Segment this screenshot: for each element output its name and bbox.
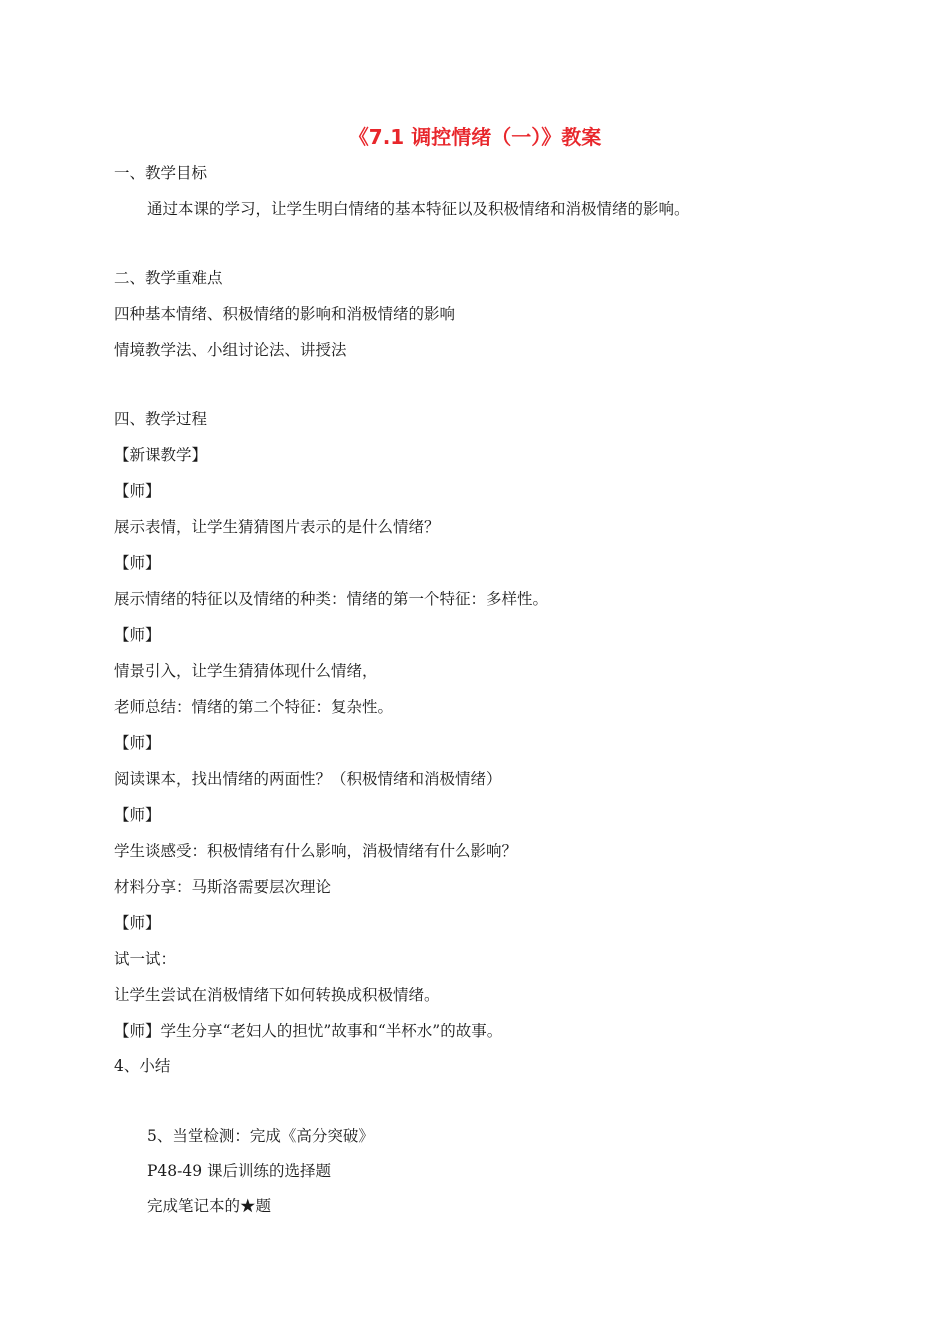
- teacher-label: 【师】: [114, 554, 161, 572]
- paragraph-step: 展示情绪的特征以及情绪的种类：情绪的第一个特征：多样性。: [114, 590, 549, 608]
- paragraph-step: 展示表情，让学生猜猜图片表示的是什么情绪？: [114, 518, 440, 536]
- paragraph-methods: 情境教学法、小组讨论法、讲授法: [114, 341, 347, 359]
- teacher-label: 【师】: [114, 914, 161, 932]
- paragraph-step: 老师总结：情绪的第二个特征：复杂性。: [114, 698, 394, 716]
- paragraph-step: 让学生尝试在消极情绪下如何转换成积极情绪。: [114, 986, 440, 1004]
- paragraph-assessment: P48-49 课后训练的选择题: [147, 1162, 332, 1180]
- paragraph-assessment: 完成笔记本的★题: [147, 1197, 272, 1215]
- paragraph-step: 试一试：: [114, 950, 177, 968]
- teacher-label: 【师】: [114, 734, 161, 752]
- paragraph-step: 学生谈感受：积极情绪有什么影响，消极情绪有什么影响？: [114, 842, 518, 860]
- document-title: 《7.1 调控情绪（一）》教案: [348, 125, 602, 149]
- paragraph-key-points: 四种基本情绪、积极情绪的影响和消极情绪的影响: [114, 305, 456, 323]
- teacher-label: 【师】: [114, 806, 161, 824]
- paragraph-objectives: 通过本课的学习，让学生明白情绪的基本特征以及积极情绪和消极情绪的影响。: [147, 200, 690, 218]
- subheading-new-lesson: 【新课教学】: [114, 446, 208, 464]
- section-heading-process: 四、教学过程: [114, 410, 208, 428]
- paragraph-step: 情景引入，让学生猜猜体现什么情绪，: [114, 662, 378, 680]
- teacher-label: 【师】: [114, 626, 161, 644]
- teacher-label: 【师】: [114, 482, 161, 500]
- section-heading-objectives: 一、教学目标: [114, 164, 208, 182]
- paragraph-step: 阅读课本，找出情绪的两面性？（积极情绪和消极情绪）: [114, 770, 502, 788]
- paragraph-assessment: 5、当堂检测：完成《高分突破》: [147, 1127, 374, 1145]
- section-heading-summary: 4、小结: [114, 1057, 171, 1075]
- paragraph-step: 材料分享：马斯洛需要层次理论: [114, 878, 332, 896]
- paragraph-step: 【师】学生分享“老妇人的担忧”故事和“半杯水”的故事。: [114, 1022, 503, 1040]
- section-heading-key-points: 二、教学重难点: [114, 269, 223, 287]
